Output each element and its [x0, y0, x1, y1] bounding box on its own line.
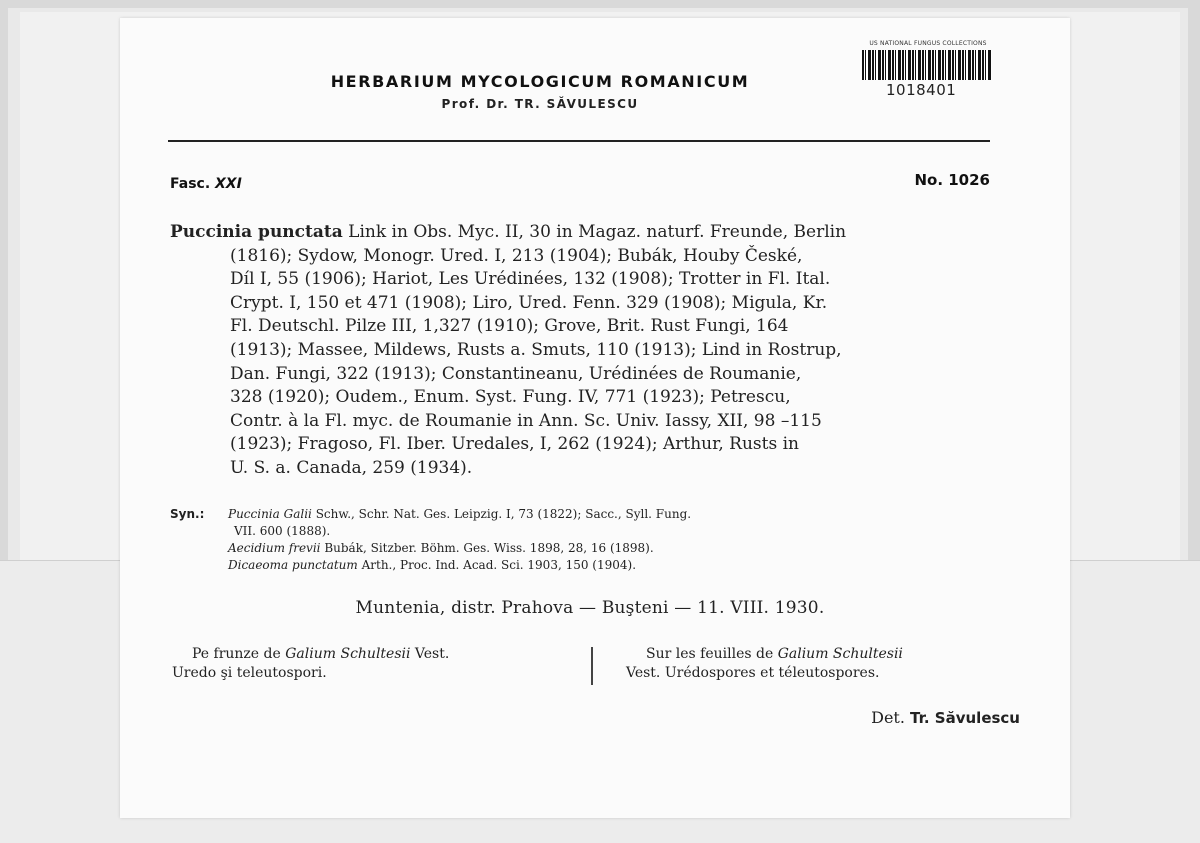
- header-rule: [168, 140, 990, 142]
- synonyms: [170, 506, 1010, 574]
- citation-line: (1816); Sydow, Monogr. Ured. I, 213 (1904); Bubák, Houby České,: [230, 245, 803, 266]
- barcode-caption: US NATIONAL FUNGUS COLLECTIONS: [869, 40, 987, 47]
- host-note-romanian: Pe frunze de Galium Schultesii Vest. Uredo şi teleutospori.: [172, 646, 450, 681]
- determiner: [871, 708, 1020, 727]
- citation-line: Crypt. I, 150 et 471 (1908); Liro, Ured. Fenn. 329 (1908); Migula, Kr.: [230, 292, 828, 313]
- fascicle: [170, 176, 242, 192]
- citation-line: (1913); Massee, Mildews, Rusts a. Smuts, 110 (1913); Lind in Rostrup,: [230, 339, 842, 360]
- host-divider: [591, 647, 593, 685]
- determiner-name: Tr. Săvulescu: [910, 709, 1020, 727]
- fascicle-label: Fasc.: [170, 176, 211, 192]
- herbarium-curator: Prof. Dr. TR. SĂVULESCU: [441, 97, 639, 111]
- citation-line: Dan. Fungi, 322 (1913); Constantineanu, Urédinées de Roumanie,: [230, 363, 802, 384]
- synonyms-label: Syn.:: [170, 507, 205, 521]
- synonym-item: Dicaeoma punctatum Arth., Proc. Ind. Acad. Sci. 1903, 150 (1904).: [228, 558, 637, 572]
- collection-locality: Muntenia, distr. Prahova — Buşteni — 11. VIII. 1930.: [355, 598, 825, 618]
- citation-line: Puccinia punctata Link in Obs. Myc. II, 30 in Magaz. naturf. Freunde, Berlin: [170, 222, 847, 242]
- fascicle-value: XXI: [215, 176, 242, 192]
- species-citation: [170, 221, 1000, 481]
- herbarium-title: HERBARIUM MYCOLOGICUM ROMANICUM: [330, 72, 750, 91]
- specimen-number: No. 1026: [914, 171, 990, 189]
- citation-line: (1923); Fragoso, Fl. Iber. Uredales, I, 262 (1924); Arthur, Rusts in: [230, 434, 799, 455]
- host-name: Galium Schultesii: [285, 646, 411, 662]
- citation-line: Fl. Deutschl. Pilze III, 1,327 (1910); Grove, Brit. Rust Fungi, 164: [230, 316, 789, 337]
- host-note-french: Sur les feuilles de Galium Schultesii Vest. Urédospores et téleutospores.: [626, 646, 903, 681]
- citation-line: U. S. a. Canada, 259 (1934).: [230, 457, 473, 478]
- determiner-prefix: Det.: [871, 708, 905, 727]
- barcode-icon: [862, 50, 992, 80]
- barcode-number: 1018401: [886, 81, 957, 99]
- species-name: Puccinia punctata: [170, 222, 343, 242]
- citation-line: 328 (1920); Oudem., Enum. Syst. Fung. IV, 771 (1923); Petrescu,: [230, 387, 791, 408]
- citation-line: Díl I, 55 (1906); Hariot, Les Urédinées, 132 (1908); Trotter in Fl. Ital.: [230, 269, 831, 290]
- synonym-item: Puccinia Galii Schw., Schr. Nat. Ges. Leipzig. I, 73 (1822); Sacc., Syll. Fung.: [228, 507, 692, 521]
- host-name: Galium Schultesii: [777, 646, 903, 662]
- synonym-item: VII. 600 (1888).: [234, 524, 331, 538]
- citation-line: Contr. à la Fl. myc. de Roumanie in Ann. Sc. Univ. Iassy, XII, 98 –115: [230, 410, 822, 431]
- synonym-item: Aecidium frevii Bubák, Sitzber. Böhm. Ges. Wiss. 1898, 28, 16 (1898).: [228, 541, 654, 555]
